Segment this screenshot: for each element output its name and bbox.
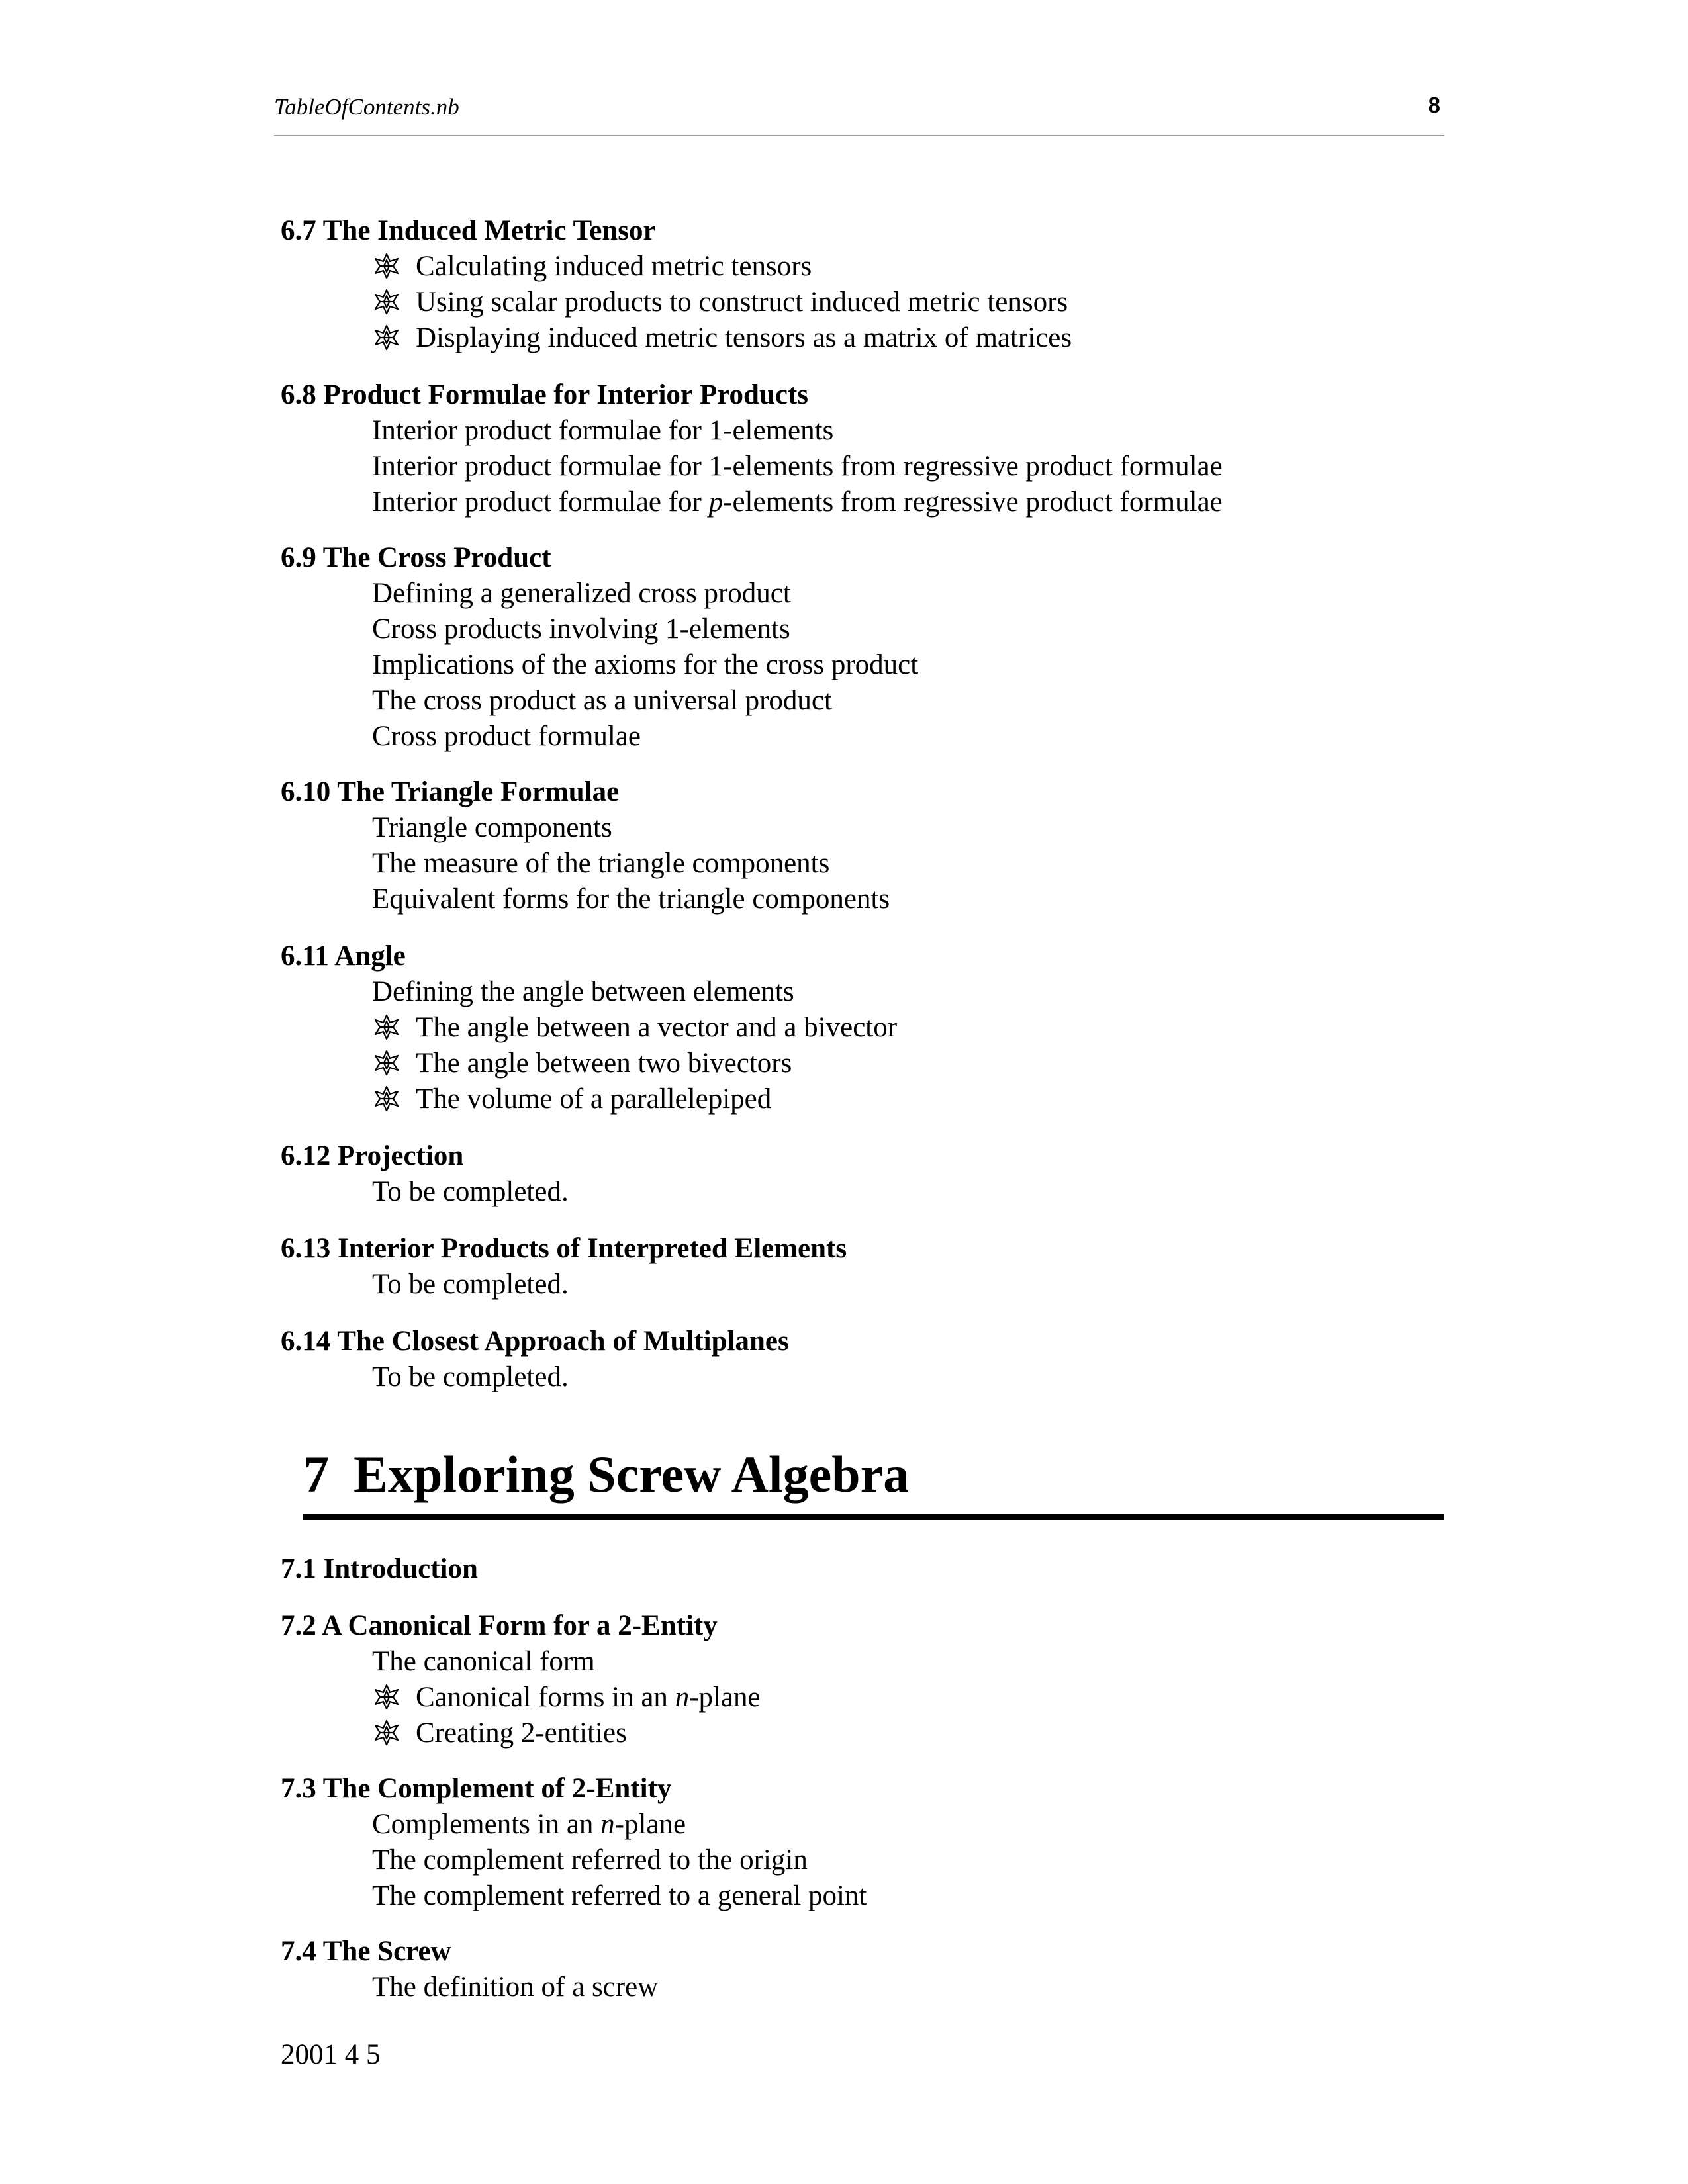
mathematica-star-icon: [372, 253, 401, 279]
section-title: 6.9 The Cross Product: [281, 542, 551, 573]
toc-entry: [372, 1644, 595, 1680]
toc-entry: [372, 1046, 792, 1081]
section-title: 7.1 Introduction: [281, 1553, 478, 1584]
mathematica-star-icon: [372, 1719, 401, 1746]
mathematica-star-icon: [372, 1085, 401, 1112]
toc-entry: [372, 1878, 867, 1914]
toc-entry: [372, 320, 1072, 356]
chapter-heading: [303, 1441, 1444, 1520]
footer-date: 2001 4 5: [281, 2039, 381, 2070]
section-title: 6.8 Product Formulae for Interior Products: [281, 379, 808, 410]
toc-entry-text: Calculating induced metric tensors: [416, 251, 812, 282]
toc-entry-text: Interior product formulae for p-elements from regressive product formulae: [372, 486, 1223, 518]
toc-entry-text: Equivalent forms for the triangle components: [372, 884, 890, 915]
toc-entry-text: Complements in an n-plane: [372, 1809, 686, 1840]
toc-entry-text: To be completed.: [372, 1361, 569, 1392]
toc-entry-text: Defining the angle between elements: [372, 976, 794, 1007]
toc-entry-text: The measure of the triangle components: [372, 848, 830, 879]
toc-entry-text: The angle between a vector and a bivector: [416, 1012, 898, 1043]
section-title: 7.3 The Complement of 2-Entity: [281, 1773, 672, 1804]
mathematica-star-icon: [372, 1050, 401, 1076]
toc-entry-text: Interior product formulae for 1-elements: [372, 415, 834, 446]
toc-entry-text: The definition of a screw: [372, 1972, 659, 2003]
toc-entry-text: The complement referred to the origin: [372, 1844, 808, 1876]
section-title: 6.12 Projection: [281, 1140, 464, 1171]
toc-entry-text: The volume of a parallelepiped: [416, 1083, 772, 1115]
toc-entry: [372, 1174, 569, 1210]
toc-entry: [372, 413, 833, 449]
toc-entry: [372, 719, 641, 754]
section-title: 7.4 The Screw: [281, 1936, 451, 1967]
toc-entry-text: The canonical form: [372, 1646, 595, 1677]
toc-entry: [372, 1970, 658, 2005]
section-title: 6.10 The Triangle Formulae: [281, 776, 620, 807]
mathematica-star-icon: [372, 289, 401, 315]
toc-entry-text: The angle between two bivectors: [416, 1048, 792, 1079]
chapter-title: Exploring Screw Algebra: [353, 1445, 910, 1503]
page-number: 8: [1428, 93, 1440, 117]
toc-entry-text: To be completed.: [372, 1269, 569, 1300]
toc-entry: [372, 576, 791, 612]
toc-entry: [372, 1715, 627, 1751]
toc-entry-text: Cross product formulae: [372, 721, 641, 752]
toc-entry: [372, 449, 1223, 484]
mathematica-star-icon: [372, 324, 401, 351]
toc-entry: [372, 249, 812, 285]
toc-entry: [372, 1680, 761, 1715]
toc-entry: [372, 1081, 771, 1117]
toc-entry: [372, 846, 829, 882]
toc-entry-text: Displaying induced metric tensors as a matrix of matrices: [416, 322, 1072, 353]
page-header: [274, 87, 1444, 136]
toc-entry: [372, 612, 790, 647]
toc-entry-text: Defining a generalized cross product: [372, 578, 791, 609]
notebook-file-name: TableOfContents.nb: [274, 94, 459, 120]
section-title: 6.7 The Induced Metric Tensor: [281, 215, 656, 246]
section-title: 6.14 The Closest Approach of Multiplanes: [281, 1326, 789, 1357]
toc-entry: [372, 484, 1223, 520]
mathematica-star-icon: [372, 1014, 401, 1040]
toc-entry-text: To be completed.: [372, 1176, 569, 1207]
toc-entry-text: Cross products involving 1-elements: [372, 614, 790, 645]
toc-entry-text: Creating 2-entities: [416, 1717, 627, 1749]
toc-entry: [372, 683, 832, 719]
section-title: 6.11 Angle: [281, 940, 406, 972]
toc-entry-text: The complement referred to a general point: [372, 1880, 867, 1911]
toc-entry: [372, 285, 1068, 320]
toc-entry: [372, 647, 918, 683]
toc-entry: [372, 974, 794, 1010]
toc-entry: [372, 1010, 897, 1046]
section-title: 7.2 A Canonical Form for a 2-Entity: [281, 1610, 718, 1641]
toc-entry: [372, 1843, 808, 1878]
toc-entry-text: The cross product as a universal product: [372, 685, 832, 716]
section-title: 6.13 Interior Products of Interpreted Elements: [281, 1233, 847, 1264]
toc-entry-text: Implications of the axioms for the cross product: [372, 649, 919, 680]
toc-entry-text: Canonical forms in an n-plane: [416, 1682, 761, 1713]
toc-entry-text: Interior product formulae for 1-elements from regressive product formulae: [372, 451, 1223, 482]
toc-entry: [372, 1267, 569, 1302]
toc-entry: [372, 1807, 686, 1843]
chapter-number: 7: [303, 1445, 329, 1503]
mathematica-star-icon: [372, 1684, 401, 1710]
toc-entry: [372, 1359, 569, 1395]
toc-entry-text: Using scalar products to construct induced metric tensors: [416, 287, 1068, 318]
toc-entry: [372, 810, 612, 846]
toc-entry-text: Triangle components: [372, 812, 612, 843]
toc-entry: [372, 882, 890, 917]
